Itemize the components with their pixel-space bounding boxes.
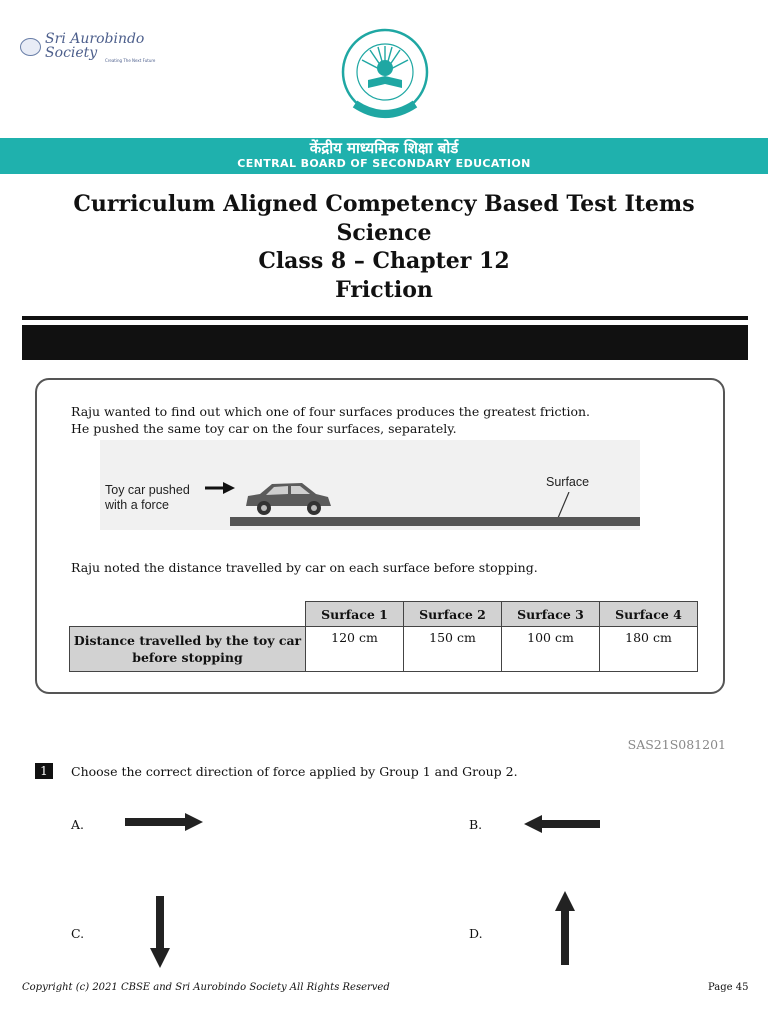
table-header-cell: Surface 3 [502, 602, 600, 627]
table-row-label: Distance travelled by the toy car before stopping [70, 627, 306, 672]
table-header-cell: Surface 2 [404, 602, 502, 627]
context-intro-line-2: He pushed the same toy car on the four surfaces, separately. [71, 421, 457, 436]
board-banner [0, 138, 768, 174]
push-arrow-icon [205, 482, 235, 494]
divider-bar [22, 325, 748, 360]
surface-pointer-icon [555, 492, 573, 518]
toy-car-diagram [100, 440, 640, 530]
toy-car-icon [242, 480, 334, 518]
sas-emblem-icon [20, 38, 41, 56]
table-header-cell: Surface 4 [600, 602, 698, 627]
question-number: 1 [35, 763, 53, 779]
up-arrow-icon[interactable] [555, 891, 575, 965]
title-line-1: Curriculum Aligned Competency Based Test Items [73, 191, 695, 217]
board-name-english: CENTRAL BOARD OF SECONDARY EDUCATION [237, 157, 531, 170]
right-arrow-icon[interactable] [125, 813, 203, 831]
context-intro-line-1: Raju wanted to find out which one of four surfaces produces the greatest friction. [71, 404, 591, 419]
table-cell: 180 cm [600, 627, 698, 672]
title-subject: Science [336, 219, 432, 246]
sas-logo-text: Sri Aurobindo Society [45, 30, 145, 61]
question-text: Choose the correct direction of force applied by Group 1 and Group 2. [71, 764, 518, 779]
car-label: Toy car pushed with a force [105, 483, 190, 512]
item-code: SAS21S081201 [627, 737, 726, 752]
title-class-chapter: Class 8 – Chapter 12 [258, 248, 510, 274]
option-b-label[interactable]: B. [469, 817, 483, 832]
option-c-label[interactable]: C. [71, 926, 85, 941]
left-arrow-icon[interactable] [524, 815, 600, 833]
context-note: Raju noted the distance travelled by car on each surface before stopping. [71, 560, 538, 575]
title-topic: Friction [335, 276, 433, 303]
sas-logo [20, 32, 180, 62]
table-header-cell: Surface 1 [306, 602, 404, 627]
surface-strip [230, 517, 640, 526]
distance-table [69, 601, 698, 672]
page-titles [0, 190, 768, 304]
footer-copyright: Copyright (c) 2021 CBSE and Sri Aurobindo Society All Rights Reserved [22, 982, 390, 993]
table-cell: 120 cm [306, 627, 404, 672]
down-arrow-icon[interactable] [150, 896, 170, 968]
table-cell: 100 cm [502, 627, 600, 672]
footer-page-number: Page 45 [708, 982, 749, 993]
table-cell: 150 cm [404, 627, 502, 672]
option-a-label[interactable]: A. [71, 817, 85, 832]
table-header-row [70, 602, 698, 627]
board-name-hindi: केंद्रीय माध्यमिक शिक्षा बोर्ड [309, 139, 459, 157]
surface-label: Surface [546, 475, 590, 489]
table-corner-cell [70, 602, 306, 627]
divider-thin [22, 316, 748, 320]
sas-tagline: Creating The Next Future [105, 57, 156, 63]
table-row [70, 627, 698, 672]
option-d-label[interactable]: D. [469, 926, 483, 941]
cbse-seal-icon [340, 28, 430, 126]
